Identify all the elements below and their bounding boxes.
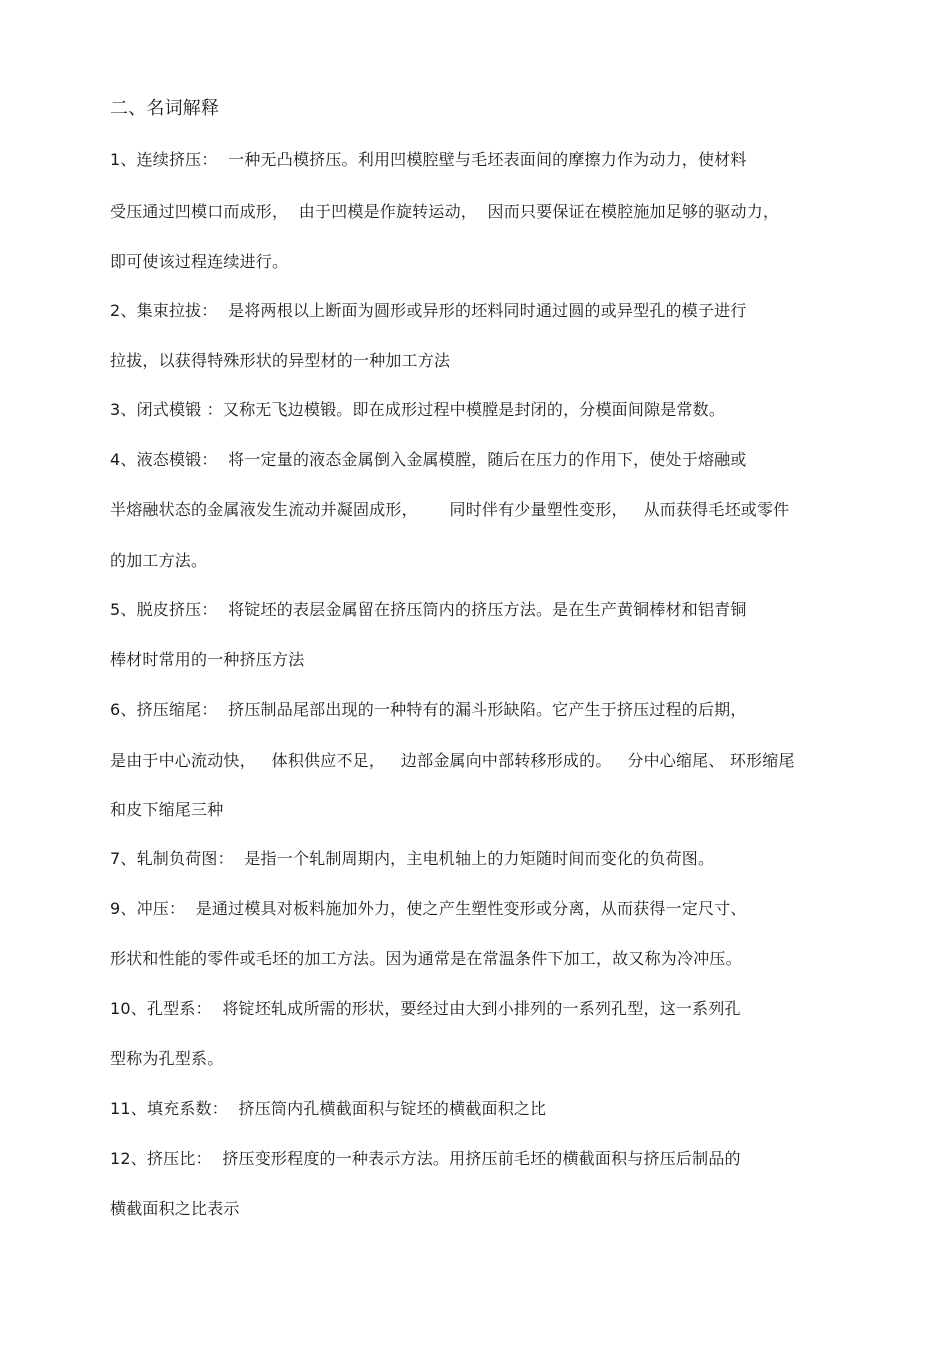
term-5-line-1: 5、脱皮挤压： 将锭坯的表层金属留在挤压筒内的挤压方法。是在生产黄铜棒材和铝青铜: [110, 600, 747, 619]
term-9-line-1: 9、冲压： 是通过模具对板料施加外力，使之产生塑性变形或分离，从而获得一定尺寸、: [110, 899, 747, 918]
term-4-line-3: 的加工方法。: [110, 551, 208, 570]
term-6-line-1: 6、挤压缩尾： 挤压制品尾部出现的一种特有的漏斗形缺陷。它产生于挤压过程的后期，: [110, 700, 747, 719]
term-10-line-1: 10、孔型系： 将锭坯轧成所需的形状，要经过由大到小排列的一系列孔型，这一系列孔: [110, 999, 741, 1018]
term-2-line-2: 拉拔，以获得特殊形状的异型材的一种加工方法: [110, 351, 451, 370]
term-9-line-2: 形状和性能的零件或毛坯的加工方法。因为通常是在常温条件下加工，故又称为冷冲压。: [110, 949, 742, 968]
term-1-line-2: 受压通过凹模口而成形， 由于凹模是作旋转运动， 因而只要保证在模腔施加足够的驱动力，: [110, 202, 780, 221]
term-1-line-1: 1、连续挤压： 一种无凸模挤压。利用凹模腔壁与毛坯表面间的摩擦力作为动力，使材料: [110, 150, 747, 169]
term-7-line-1: 7、轧制负荷图： 是指一个轧制周期内，主电机轴上的力矩随时间而变化的负荷图。: [110, 849, 715, 868]
term-2-line-1: 2、集束拉拔： 是将两根以上断面为圆形或异形的坯料同时通过圆的或异型孔的模子进行: [110, 301, 747, 320]
term-4-line-1: 4、液态模锻： 将一定量的液态金属倒入金属模膛，随后在压力的作用下，使处于熔融或: [110, 450, 747, 469]
term-11-line-1: 11、填充系数： 挤压筒内孔横截面积与锭坯的横截面积之比: [110, 1099, 547, 1118]
section-title: 二、名词解释: [110, 98, 220, 119]
term-6-line-2: 是由于中心流动快， 体积供应不足， 边部金属向中部转移形成的。 分中心缩尾、 环形缩尾: [110, 751, 795, 770]
term-12-line-1: 12、挤压比： 挤压变形程度的一种表示方法。用挤压前毛坯的横截面积与挤压后制品的: [110, 1149, 741, 1168]
term-4-line-2: 半熔融状态的金属液发生流动并凝固成形， 同时伴有少量塑性变形， 从而获得毛坯或零件: [110, 500, 790, 519]
term-10-line-2: 型称为孔型系。: [110, 1049, 224, 1068]
term-5-line-2: 棒材时常用的一种挤压方法: [110, 650, 305, 669]
term-6-line-3: 和皮下缩尾三种: [110, 800, 224, 819]
term-12-line-2: 横截面积之比表示: [110, 1199, 240, 1218]
term-1-line-3: 即可使该过程连续进行。: [110, 252, 289, 271]
term-3-line-1: 3、闭式模锻 ：又称无飞边模锻。即在成形过程中模膛是封闭的，分模面间隙是常数。: [110, 400, 726, 419]
